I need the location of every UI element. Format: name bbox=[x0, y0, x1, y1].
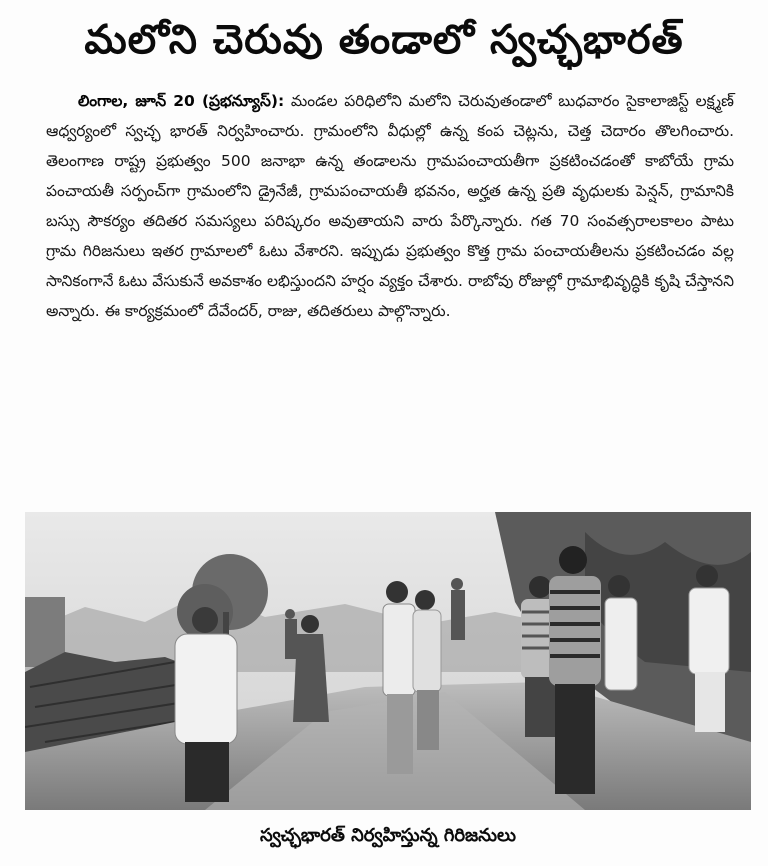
news-photo bbox=[25, 512, 751, 810]
photo-caption: స్వచ్ఛభారత్ నిర్వహిస్తున్న గిరిజనులు bbox=[260, 825, 516, 846]
headline: మలోని చెరువు తండాలో స్వచ్ఛభారత్ bbox=[84, 17, 684, 63]
photo-illustration bbox=[25, 512, 751, 810]
article-body bbox=[46, 86, 734, 326]
article-text: మండల పరిధిలోని మలోని చెరువుతండాలో బుధవారం సైకాలాజిస్ట్ లక్ష్మణ్ ఆధ్వర్యంలో స్వచ్ఛ భారత్ నిర్వహించారు. గ్రామంలోని వీధుల్లో ఉన్న కంప చెట్లను, చెత్త చెదారం తొలగించారు. తెలంగాణ రాష్ట్ర ప్రభుత్వం 500 జనాభా ఉన్న తండాలను గ్రామపంచాయతీగా ప్రకటించడంతో కాబోయే గ్రామ పంచాయతీ సర్పంచ్‌గా గ్రామంలోని డ్రైనేజీ, గ్రామపంచాయతీ భవనం, అర్హత ఉన్న ప్రతి వృధులకు పెన్షన్, గ్రామానికి బస్సు సౌకర్యం తదితర సమస్యలు పరిష్కరం అవుతాయని వారు పేర్కొన్నారు. గత 70 సంవత్సరాలకాలం పాటు గ్రామ గిరిజనులు ఇతర గ్రామాలలో ఓటు వేశారని. ఇప్పుడు ప్రభుత్వం కొత్త గ్రామ పంచాయతీలను ప్రకటించడం వల్ల సానికంగానే ఓటు వేసుకునే అవకాశం లభిస్తుందని హర్షం వ్యక్తం చేశారు. రాబోవు రోజుల్లో గ్రామాభివృద్ధికి కృషి చేస్తానని అన్నారు. ఈ కార్యక్రమంలో దేవేందర్, రాజు, తదితరులు పాల్గొన్నారు. bbox=[46, 92, 734, 320]
dateline: లింగాల, జూన్ 20 (ప్రభన్యూస్): bbox=[78, 92, 285, 110]
